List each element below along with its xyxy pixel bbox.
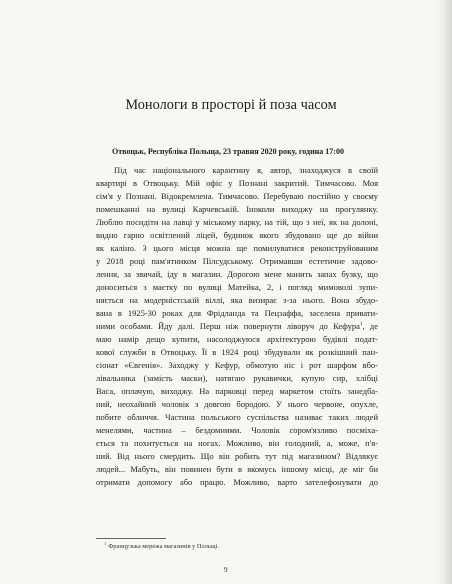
footnote-divider — [96, 538, 166, 539]
body-line: ється та похитується на ногах. Можливо, він голодний, а, може, п'я- — [96, 438, 378, 448]
footnote-marker: 1 — [359, 321, 363, 328]
body-line: Васа, оплачую, виходжу. На парковці перед маркетом стоїть занедба- — [96, 386, 378, 396]
footnote-number: 1 — [104, 540, 107, 546]
body-line: доноситься з маєтку по вулиці Матейка, 2, і погляд мимоволі зупи- — [96, 282, 378, 292]
binding-shadow — [434, 0, 452, 584]
body-line-text: ними особами. Йду далі. Перш ніж повернути ліворуч до Кефура — [96, 321, 360, 331]
body-line: сіонат «Євгенія». Заходжу у Кефур, обмотую ніс і рот шарфом вбо- — [96, 360, 378, 370]
body-line: менелями, частина – бездомними. Чоловік сором'язливо посміха- — [96, 425, 378, 435]
body-line: кової служби в Отвоцьку. Її в 1924 році збудували як розкішний пан- — [96, 347, 378, 357]
body-line: сім'я у Познані. Відокремлена. Тимчасово. Перебуваю постійно у своєму — [96, 191, 378, 201]
body-line: лення, за звичай, іду в магазин. Дорогою мене манить запах бузку, що — [96, 269, 378, 279]
chapter-title: Монологи в просторі й поза часом — [125, 97, 337, 113]
page-number: 9 — [224, 566, 228, 574]
footnote — [104, 540, 219, 550]
body-line: квартирі в Отвоцьку. Мій офіс у Познані закритий. Тимчасово. Моя — [96, 178, 378, 188]
body-line: Під час національного карантину я, автор, знаходжуся в своїй — [114, 165, 378, 175]
body-line: як каліно. З цього місця можна ще помилуватися реконструйованим — [96, 243, 378, 253]
body-text — [96, 164, 378, 489]
body-line: маю намір дещо купити, насолоджуюся архітектурою будівлі подат- — [96, 334, 378, 344]
body-line: помешканні на вулиці Карчевській. Іноколи виходжу на прогулянку. — [96, 204, 378, 214]
body-line: отримати допомогу або працю. Можливо, варто зателефонувати до — [96, 477, 378, 487]
footnote-text: Французька мережа магазинів у Польщі. — [108, 543, 219, 550]
body-line: видно гарно освітлений ліцей, будинок якого збудовано ще до війни — [96, 230, 378, 240]
body-line: няється на модерністській віллі, яка визирає з-за нього. Вона збудо- — [96, 295, 378, 305]
body-line: вана в 1925-30 роках для Фрідланда та Пецзаффа, заселена привати- — [96, 308, 378, 318]
body-line-with-footnote — [96, 320, 378, 333]
body-line: у 2018 році пам'ятником Пілсудському. Отримавши естетичне задово- — [96, 256, 378, 266]
body-line: ний, неохайний чоловік з довгою бородою. У нього червоне, опухле, — [96, 399, 378, 409]
body-line: лівальника (замість маски), натягаю рукавички, купую сир, хлібці — [96, 373, 378, 383]
body-line: побите обличчя. Частина польського суспільства називає таких людей — [96, 412, 378, 422]
body-line: Люблю посидіти на лавці у міському парку, на тій, що з неї, як на долоні, — [96, 217, 378, 227]
body-line-tail: , де — [362, 321, 378, 331]
dateline: Отвоцьк, Республіка Польща, 23 травня 2020 року, година 17:00 — [112, 147, 344, 156]
body-line: людей... Мабуть, він повинен бути в якомусь іншому місці, де міг би — [96, 464, 378, 474]
body-line: ний. Від нього смердить. Що він робить тут під магазином? Відлякує — [96, 451, 378, 461]
